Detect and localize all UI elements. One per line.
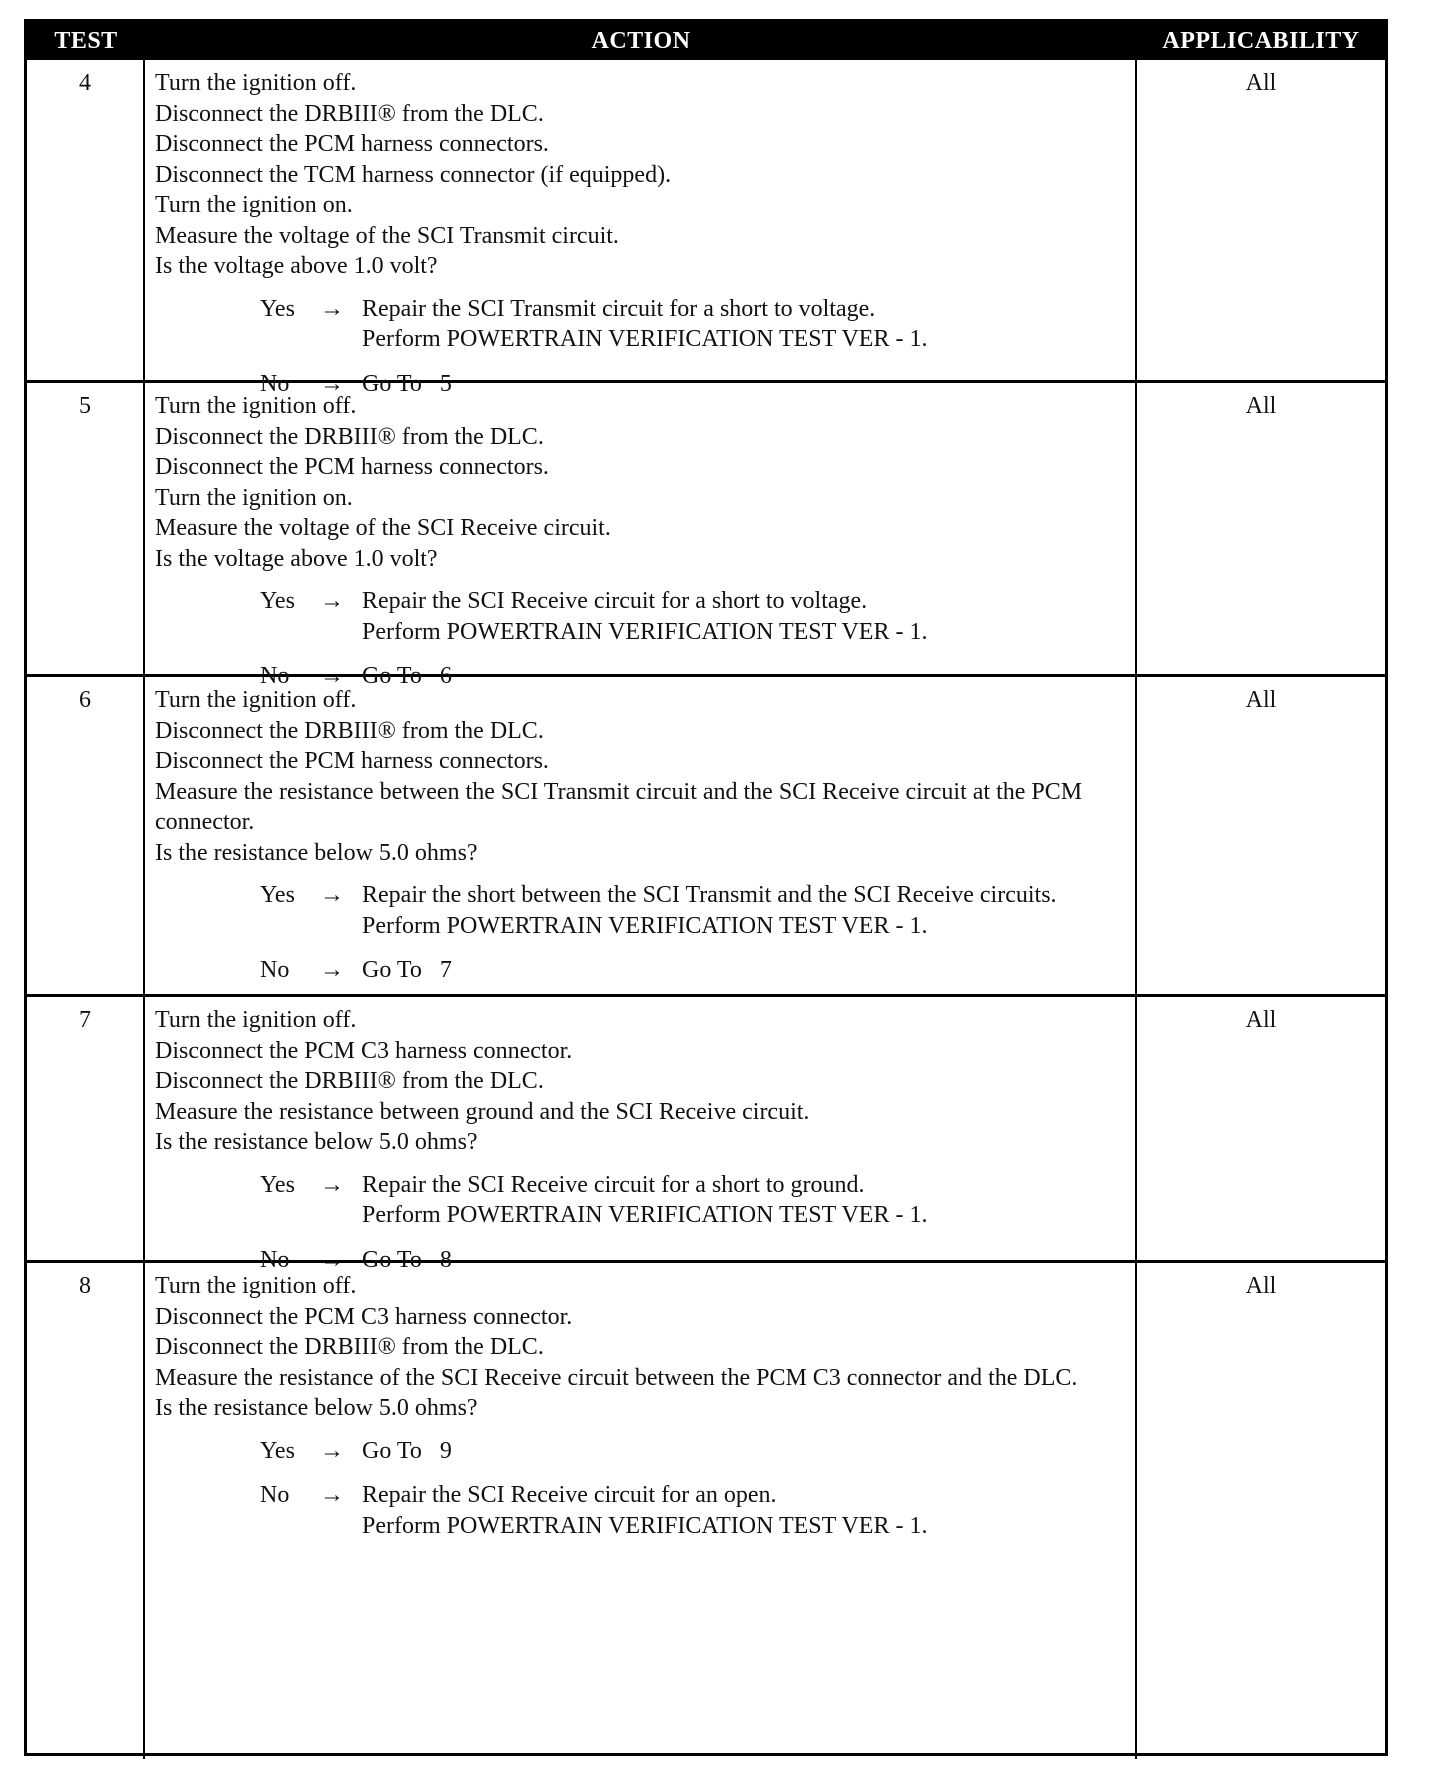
- result-line: Perform POWERTRAIN VERIFICATION TEST VER - 1.: [362, 618, 928, 645]
- action-step: Measure the voltage of the SCI Receive circuit.: [155, 515, 611, 541]
- yes-label: Yes: [260, 1437, 295, 1464]
- table-row: [27, 380, 1385, 689]
- yes-label: Yes: [260, 588, 295, 614]
- right-arrow-icon: →: [320, 663, 344, 689]
- action-step: Disconnect the DRBIII® from the DLC.: [155, 1334, 544, 1360]
- action-step: Disconnect the PCM harness connectors.: [155, 131, 549, 157]
- result-line: Go To 7: [362, 957, 452, 983]
- no-result: [362, 955, 1127, 986]
- action-step: Turn the ignition on.: [155, 484, 353, 511]
- action-step: Disconnect the DRBIII® from the DLC.: [155, 717, 544, 744]
- action-step: Measure the resistance between ground and the SCI Receive circuit.: [155, 1098, 810, 1125]
- no-result: [362, 1480, 1127, 1541]
- header-test: TEST: [54, 27, 118, 54]
- yes-label: Yes: [260, 882, 295, 908]
- right-arrow-icon: →: [320, 1482, 344, 1508]
- action-cell: [145, 60, 1137, 397]
- test-number: 4: [27, 60, 145, 380]
- yes-outcome: [260, 1436, 1127, 1467]
- no-outcome: [260, 955, 1127, 986]
- diagnostic-test-table: [24, 19, 1388, 1756]
- action-step: Turn the ignition off.: [155, 1007, 357, 1033]
- yes-result: [362, 586, 1127, 647]
- result-line: Perform POWERTRAIN VERIFICATION TEST VER - 1.: [362, 912, 928, 939]
- yes-result: [362, 1170, 1127, 1231]
- table-row: [27, 1260, 1385, 1759]
- yes-result: [362, 294, 1127, 355]
- no-label: No: [260, 370, 290, 397]
- applicability-cell: All: [1245, 1007, 1277, 1033]
- no-label: No: [260, 957, 290, 983]
- action-step: Disconnect the TCM harness connector (if equipped).: [155, 161, 672, 188]
- yes-label: Yes: [260, 295, 295, 322]
- test-number: 6: [27, 677, 145, 994]
- action-step: Is the voltage above 1.0 volt?: [155, 545, 438, 572]
- result-line: Repair the SCI Transmit circuit for a short to voltage.: [362, 295, 876, 322]
- table-body: [27, 60, 1385, 1759]
- action-step: Measure the voltage of the SCI Transmit circuit.: [155, 222, 619, 249]
- action-step: Is the voltage above 1.0 volt?: [155, 253, 438, 279]
- action-step: Turn the ignition off.: [155, 687, 357, 713]
- action-step: Turn the ignition off.: [155, 393, 357, 419]
- action-step: Turn the ignition off.: [155, 1273, 357, 1299]
- result-line: Repair the SCI Receive circuit for a short to voltage.: [362, 588, 868, 614]
- test-number: 7: [27, 997, 145, 1260]
- action-step: Disconnect the DRBIII® from the DLC.: [155, 1068, 544, 1094]
- action-step: Disconnect the DRBIII® from the DLC.: [155, 423, 544, 450]
- action-step: Is the resistance below 5.0 ohms?: [155, 1395, 478, 1421]
- test-number: 5: [27, 383, 145, 674]
- result-line: Perform POWERTRAIN VERIFICATION TEST VER - 1.: [362, 1202, 928, 1228]
- no-label: No: [260, 1246, 290, 1273]
- action-step: Disconnect the PCM C3 harness connector.: [155, 1303, 573, 1330]
- yes-label: Yes: [260, 1171, 295, 1198]
- applicability-cell: All: [1245, 687, 1277, 713]
- result-line: Repair the SCI Receive circuit for a short to ground.: [362, 1171, 865, 1198]
- applicability-cell: All: [1245, 70, 1277, 96]
- table-header: [27, 22, 1385, 60]
- result-line: Repair the short between the SCI Transmit and the SCI Receive circuits.: [362, 882, 1057, 908]
- action-step: Disconnect the PCM harness connectors.: [155, 454, 549, 480]
- yes-result: [362, 1436, 1127, 1467]
- no-label: No: [260, 1482, 290, 1508]
- result-line: Repair the SCI Receive circuit for an open.: [362, 1482, 777, 1508]
- action-step: Disconnect the PCM harness connectors.: [155, 748, 549, 774]
- action-cell: [145, 383, 1137, 689]
- right-arrow-icon: →: [320, 588, 344, 614]
- action-step: Disconnect the DRBIII® from the DLC.: [155, 100, 544, 127]
- right-arrow-icon: →: [320, 957, 344, 983]
- action-cell: [145, 677, 1137, 994]
- test-number: 8: [27, 1263, 145, 1759]
- no-label: No: [260, 663, 290, 689]
- action-cell: [145, 1263, 1137, 1759]
- right-arrow-icon: →: [320, 1171, 344, 1198]
- table-row: [27, 674, 1385, 994]
- right-arrow-icon: →: [320, 295, 344, 322]
- header-action: ACTION: [591, 27, 691, 54]
- yes-outcome: [260, 1170, 1127, 1231]
- action-step: Turn the ignition off.: [155, 70, 357, 96]
- result-line: Go To 8: [362, 1246, 452, 1273]
- action-step: Turn the ignition on.: [155, 192, 353, 218]
- action-step: Is the resistance below 5.0 ohms?: [155, 839, 478, 866]
- yes-outcome: [260, 880, 1127, 941]
- action-step: Disconnect the PCM C3 harness connector.: [155, 1037, 573, 1064]
- action-step: Measure the resistance of the SCI Receive circuit between the PCM C3 connector and the DLC.: [155, 1364, 1078, 1391]
- yes-outcome: [260, 294, 1127, 355]
- right-arrow-icon: →: [320, 1246, 344, 1273]
- action-step: Measure the resistance between the SCI Transmit circuit and the SCI Receive circuit at the PCM connector.: [155, 778, 1083, 835]
- table-row: [27, 994, 1385, 1273]
- action-cell: [145, 997, 1137, 1273]
- table-row: [27, 60, 1385, 397]
- right-arrow-icon: →: [320, 1437, 344, 1464]
- result-line: Go To 6: [362, 663, 452, 689]
- no-outcome: [260, 1480, 1127, 1541]
- right-arrow-icon: →: [320, 882, 344, 908]
- applicability-cell: All: [1245, 1273, 1277, 1299]
- header-applicability: APPLICABILITY: [1162, 27, 1360, 54]
- applicability-cell: All: [1245, 393, 1277, 419]
- yes-outcome: [260, 586, 1127, 647]
- result-line: Go To 9: [362, 1437, 452, 1464]
- result-line: Perform POWERTRAIN VERIFICATION TEST VER - 1.: [362, 326, 928, 352]
- result-line: Go To 5: [362, 370, 452, 397]
- right-arrow-icon: →: [320, 370, 344, 397]
- action-step: Is the resistance below 5.0 ohms?: [155, 1129, 478, 1155]
- result-line: Perform POWERTRAIN VERIFICATION TEST VER - 1.: [362, 1512, 928, 1539]
- yes-result: [362, 880, 1127, 941]
